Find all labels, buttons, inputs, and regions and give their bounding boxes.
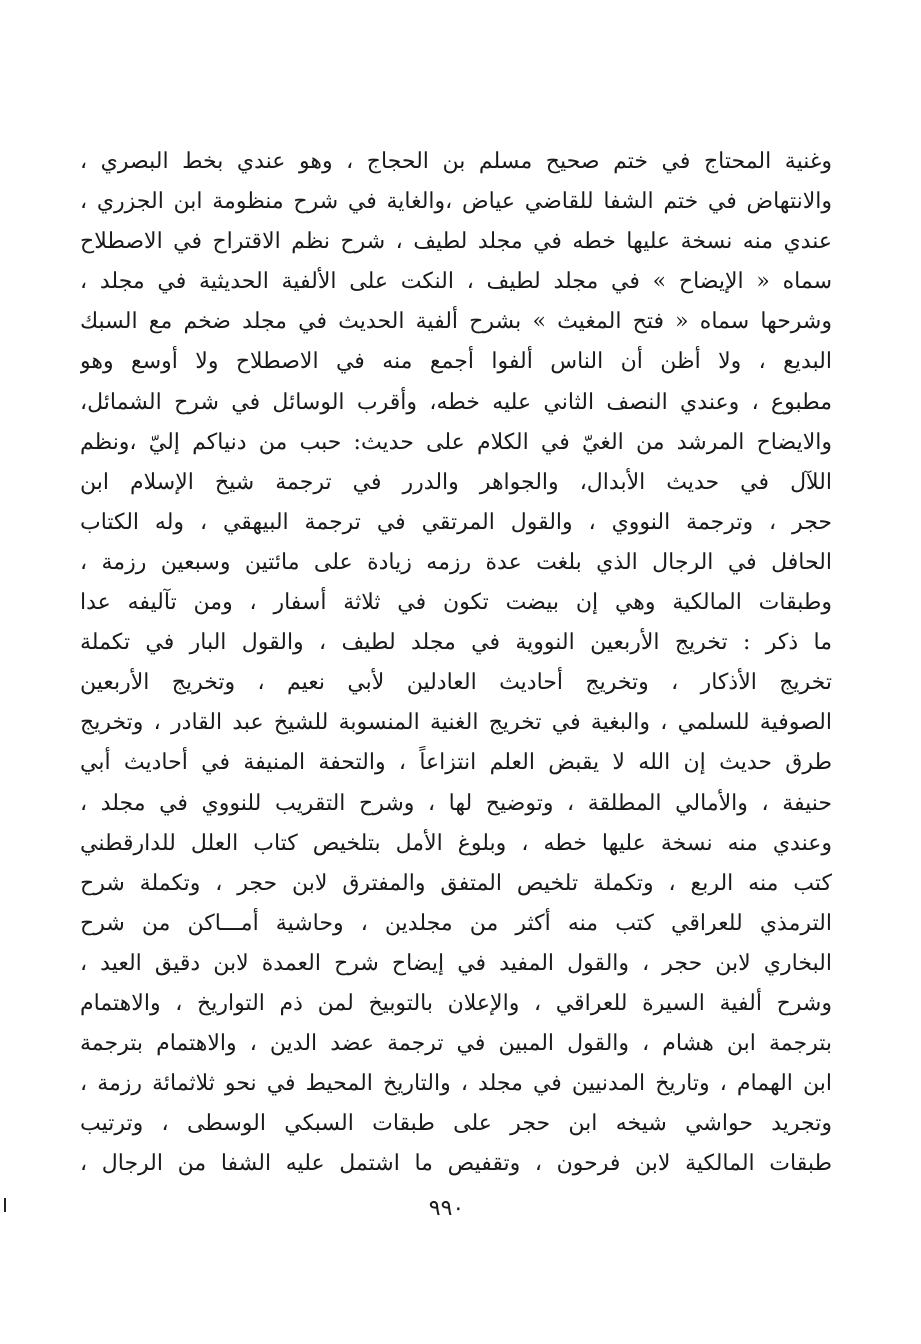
text-line: الترمذي للعراقي كتب منه أكثر من مجلدين ، وحاشية أمـــاكن من شرح bbox=[80, 910, 832, 936]
text-line: حنيفة ، والأمالي المطلقة ، وتوضيح لها ، وشرح التقريب للنووي في مجلد ، bbox=[80, 790, 832, 816]
text-line: والايضاح المرشد من الغيّ في الكلام على حديث: حبب من دنياكم إليّ ،ونظم bbox=[80, 429, 832, 455]
text-line: تخريج الأذكار ، وتخريج أحاديث العادلين لأبي نعيم ، وتخريج الأربعين bbox=[80, 670, 832, 696]
text-line: الحافل في الرجال الذي بلغت عدة رزمه زيادة على مائتين وسبعين رزمة ، bbox=[80, 549, 832, 575]
text-line: طرق حديث إن الله لا يقبض العلم انتزاعاً ، والتحفة المنيفة في أحاديث أبي bbox=[80, 750, 832, 776]
page-number-text: ٩٩٠ bbox=[428, 1196, 465, 1221]
text-line: وغنية المحتاج في ختم صحيح مسلم بن الحجاج ، وهو عندي بخط البصري ، bbox=[80, 149, 832, 174]
text-line: ابن الهمام ، وتاريخ المدنيين في مجلد ، والتاريخ المحيط في نحو ثلاثمائة رزمة ، bbox=[80, 1071, 832, 1097]
page-number bbox=[0, 1196, 921, 1221]
text-line: وتجريد حواشي شيخه ابن حجر على طبقات السبكي الوسطى ، وترتيب bbox=[80, 1111, 832, 1137]
text-line: اللآل في حديث الأبدال، والجواهر والدرر في ترجمة شيخ الإسلام ابن bbox=[80, 469, 832, 495]
body-text bbox=[80, 142, 832, 1184]
text-line: كتب منه الربع ، وتكملة تلخيص المتفق والمفترق لابن حجر ، وتكملة شرح bbox=[80, 870, 832, 896]
text-line: الصوفية للسلمي ، والبغية في تخريج الغنية المنسوبة للشيخ عبد القادر ، وتخريج bbox=[80, 710, 832, 736]
text-line: والانتهاض في ختم الشفا للقاضي عياض ،والغاية في شرح منظومة ابن الجزري ، bbox=[80, 189, 832, 215]
text-line: طبقات المالكية لابن فرحون ، وتقفيص ما اشتمل عليه الشفا من الرجال ، bbox=[80, 1151, 832, 1177]
text-line: حجر ، وترجمة النووي ، والقول المرتقي في ترجمة البيهقي ، وله الكتاب bbox=[80, 509, 832, 535]
text-line: البديع ، ولا أظن أن الناس ألفوا أجمع منه في الاصطلاح ولا أوسع وهو bbox=[80, 349, 832, 375]
text-line: مطبوع ، وعندي النصف الثاني عليه خطه، وأقرب الوسائل في شرح الشمائل، bbox=[80, 389, 832, 415]
text-line: ما ذكر : تخريج الأربعين النووية في مجلد لطيف ، والقول البار في تكملة bbox=[80, 630, 832, 656]
text-line: وشرحها سماه « فتح المغيث » بشرح ألفية الحديث في مجلد ضخم مع السبك bbox=[80, 309, 832, 335]
text-line: وعندي منه نسخة عليها خطه ، وبلوغ الأمل بتلخيص كتاب العلل للدارقطني bbox=[80, 830, 832, 856]
scan-edge-mark bbox=[4, 1198, 6, 1212]
text-line: وشرح ألفية السيرة للعراقي ، والإعلان بالتوبيخ لمن ذم التواريخ ، والاهتمام bbox=[80, 990, 832, 1016]
text-line: سماه « الإيضاح » في مجلد لطيف ، النكت على الألفية الحديثية في مجلد ، bbox=[80, 269, 832, 295]
text-line: عندي منه نسخة عليها خطه في مجلد لطيف ، شرح نظم الاقتراح في الاصطلاح bbox=[80, 229, 832, 255]
text-line: بترجمة ابن هشام ، والقول المبين في ترجمة عضد الدين ، والاهتمام بترجمة bbox=[80, 1031, 832, 1057]
text-line: وطبقات المالكية وهي إن بيضت تكون في ثلاثة أسفار ، ومن تآليفه عدا bbox=[80, 590, 832, 616]
text-line: البخاري لابن حجر ، والقول المفيد في إيضاح شرح العمدة لابن دقيق العيد ، bbox=[80, 950, 832, 976]
